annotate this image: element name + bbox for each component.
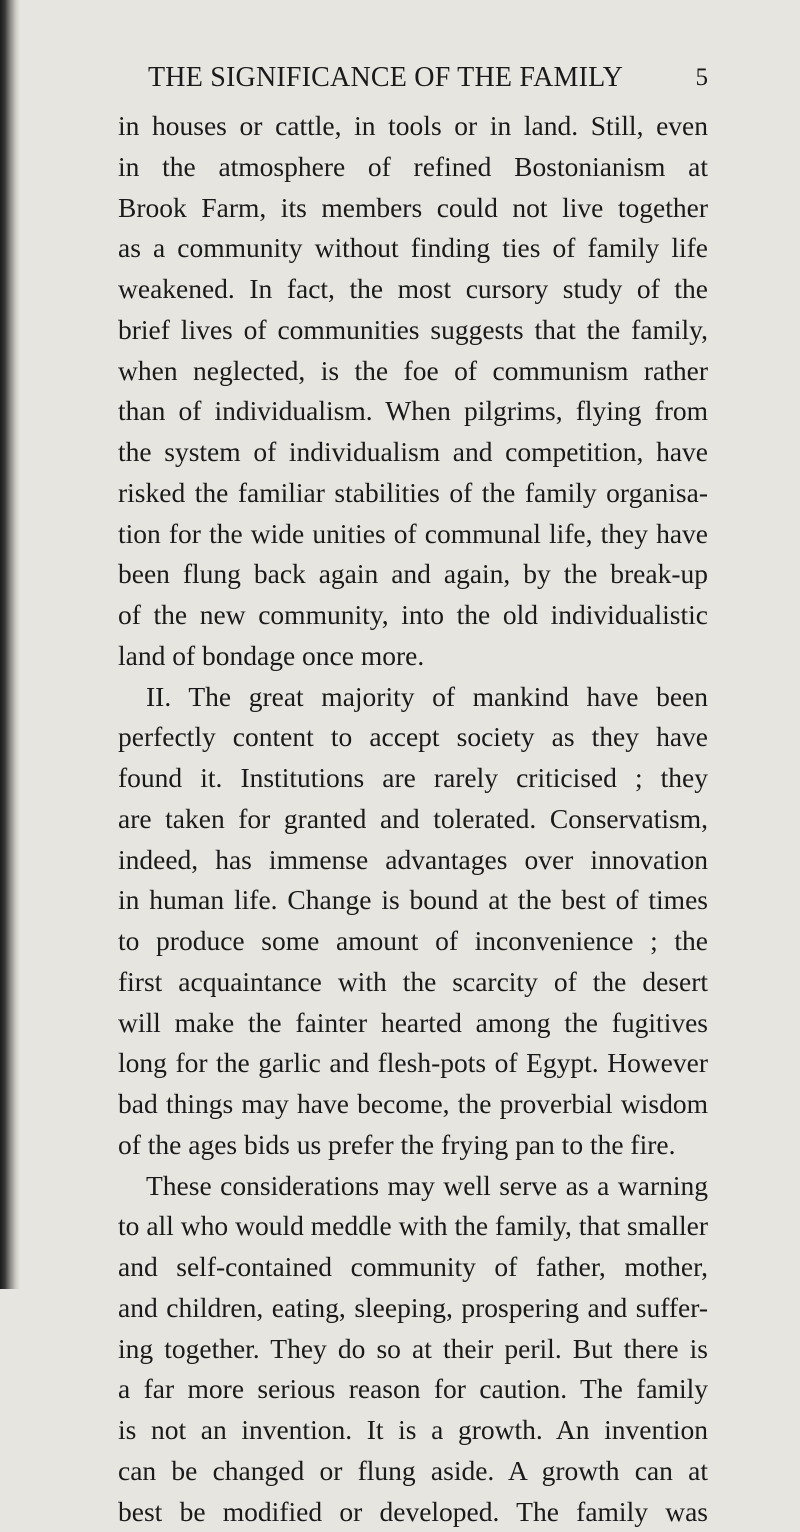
text-line: to all who would meddle with the family, that smaller	[118, 1206, 708, 1247]
text-line: first acquaintance with the scarcity of the desert	[118, 962, 708, 1003]
text-line: risked the familiar stabilities of the family organisa-	[118, 473, 708, 514]
text-line: of the new community, into the old individualistic	[118, 595, 708, 636]
text-line: are taken for granted and tolerated. Conservatism,	[118, 799, 708, 840]
text-line: II. The great majority of mankind have been	[118, 677, 708, 718]
text-line: perfectly content to accept society as they have	[118, 717, 708, 758]
page-binding-edge	[0, 0, 20, 1289]
text-line: found it. Institutions are rarely criticised ; they	[118, 758, 708, 799]
text-line: than of individualism. When pilgrims, flying from	[118, 391, 708, 432]
text-line: ing together. They do so at their peril. But there is	[118, 1329, 708, 1370]
text-line: bad things may have become, the proverbial wisdom	[118, 1084, 708, 1125]
text-line: indeed, has immense advantages over innovation	[118, 840, 708, 881]
text-line: and children, eating, sleeping, prospering and suffer-	[118, 1288, 708, 1329]
text-line: best be modified or developed. The family was	[118, 1492, 708, 1532]
text-line: These considerations may well serve as a warning	[118, 1166, 708, 1207]
text-line: as a community without finding ties of family life	[118, 228, 708, 269]
text-line: in the atmosphere of refined Bostonianism at	[118, 147, 708, 188]
text-line: is not an invention. It is a growth. An invention	[118, 1410, 708, 1451]
body-text	[118, 106, 708, 1532]
text-line: Brook Farm, its members could not live together	[118, 188, 708, 229]
text-line: will make the fainter hearted among the fugitives	[118, 1003, 708, 1044]
text-line: the system of individualism and competition, have	[118, 432, 708, 473]
text-line: brief lives of communities suggests that the family,	[118, 310, 708, 351]
text-line: a far more serious reason for caution. The family	[118, 1369, 708, 1410]
text-line: in houses or cattle, in tools or in land. Still, even	[118, 106, 708, 147]
text-line: when neglected, is the foe of communism rather	[118, 351, 708, 392]
text-line: land of bondage once more.	[118, 636, 708, 677]
text-line: in human life. Change is bound at the best of times	[118, 880, 708, 921]
text-line: long for the garlic and flesh-pots of Egypt. However	[118, 1043, 708, 1084]
text-line: of the ages bids us prefer the frying pan to the fire.	[118, 1125, 708, 1166]
page-number: 5	[696, 64, 709, 92]
text-line: can be changed or flung aside. A growth can at	[118, 1451, 708, 1492]
text-line: been flung back again and again, by the break-up	[118, 554, 708, 595]
text-line: to produce some amount of inconvenience ; the	[118, 921, 708, 962]
text-line: and self-contained community of father, mother,	[118, 1247, 708, 1288]
page-header	[118, 62, 708, 96]
text-line: tion for the wide unities of communal life, they have	[118, 514, 708, 555]
running-title: THE SIGNIFICANCE OF THE FAMILY	[148, 62, 623, 94]
text-line: weakened. In fact, the most cursory study of the	[118, 269, 708, 310]
